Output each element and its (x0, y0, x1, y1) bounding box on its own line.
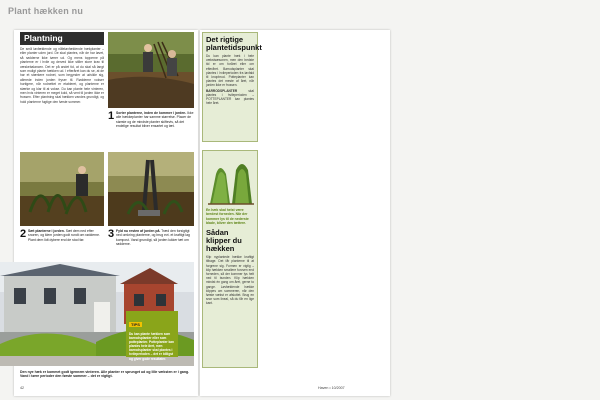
page-footer-right: Haven • 10/2007 (318, 386, 345, 390)
photo-sorting-plants (108, 32, 194, 108)
step-3 (108, 229, 194, 259)
sidebar-bot-title: Sådan klipper du hækken (206, 228, 242, 254)
photo-caption: Den nye hæk er kommet godt igennem vinteren. Alle planter er sprunget ud og lille væksten er i gang. Vand i tørre perioder den første sommer – det er vigtigt. (20, 370, 190, 379)
section-title: Plant hækken nu (8, 6, 84, 16)
hedge-shape-illustration (206, 154, 256, 208)
tips-text: Du kan plante hækken som barrodsplanter eller som potteplanter. Potteplanter kan plantes hele året, men barrodsplanter skal plantes i hvileperioden – det er billigst og giver gode resultater. (129, 332, 174, 361)
step-3-number: 3 (108, 228, 115, 240)
planting-heading: Plantning (24, 33, 63, 43)
photo-setting-plants (20, 152, 104, 226)
step-2-text: Sæt dem ned efter snoren, og klem jorden godt rundt om rødderne. Plant dem lidt dybere end de stod før. (28, 229, 100, 242)
step-1-title: Sorter planterne, inden de kommer i jorden. (116, 111, 187, 115)
sidebar-bot-text: Klip nyplantede hække kraftigt tilbage. Det får planterne til at forgrene sig. Formen er vigtig – klip hækken smallere foroven end forneden, så der kommer lys helt ned til bunden. Klip hækken mindst én gang om året, gerne to gange. Løvfældende hække klippes om sommeren, når den første vækst er afsluttet. Brug en snor som lineal, så du får en lige kant. (206, 255, 254, 306)
intro-text: De små løvfældende og nåleløvfældende hækplanter – eller planter uden jord. De skal plantes, når de har løvet, så rødderne ikke tørrer ud. Og mens topperne på planterne er i hvile og derved ikke stiller store krav til væskebalancen. Det er på andet tid, at du skal så langt som muligt plante hækken ud. I efteråret kan du se, at de har et stærkere rodnet, som begynder at udvikle sig, allerede inden jorden fryser til. Rødderne vokser hurtigere, når rodnettet er etableret, og planterne er stærke og klar til at vokse. Du kan plante hele vinteren, men hvis vinteren er meget kold, så vent til jorden ikke er frossen. Efter plantning skal hækken vandes grundigt, og hold planterne fugtige den første sommer. (20, 47, 104, 104)
heading-box (20, 32, 104, 45)
photo-filling-soil (108, 152, 194, 226)
page-number-left: 42 (20, 386, 24, 390)
step-1-number: 1 (108, 110, 115, 122)
step-1 (108, 111, 194, 147)
sidebar-top-highlight-text: skal plantes i hvileperioden – POTTEPLANTER kan plantes hele året. (206, 88, 254, 106)
step-2 (20, 229, 104, 259)
sidebar-top-text: Du kan plante hæk i hele vækstsæsonen, men den bedste tid er om foråret eller om efteråret. Barrodsplanter skal plantes i hvileperioden fra løvfald til knopbrud. Potteplanter kan plantes det meste af året, når jorden ikke er frossen. (206, 54, 254, 88)
step-3-text: Træd den forsigtigt ned omkring planterne, og brug evt. et kraftigt lag kompost. Vand grundigt, så jorden lukker tæt om rødderne. (116, 229, 190, 247)
step-1-text: Ikke alle hækkeplanter har samme størrelse. Placer de største og de mindste planter skiftevis, så det endelige resultat bliver ensartet og tæt. (116, 111, 194, 129)
sidebar-planting-time (202, 32, 262, 142)
sidebar-top-title: Det rigtige plantetidspunkt (206, 35, 262, 52)
sidebar-pruning (202, 150, 258, 368)
sidebar-top-highlight: BARRODSPLANTER (206, 88, 238, 93)
step-2-title: Sæt planterne i jorden. (28, 229, 65, 233)
tips-tag: TIPS (131, 322, 140, 327)
hedge-figure-caption: En hæk skal helst være bredest forneden. Når der kommer lys til de nederste blade, bliver den tættere. (206, 208, 249, 225)
step-3-title: Fyld nu resten af jorden på. (116, 229, 161, 233)
tips-box (126, 311, 178, 361)
step-2-number: 2 (20, 228, 27, 240)
